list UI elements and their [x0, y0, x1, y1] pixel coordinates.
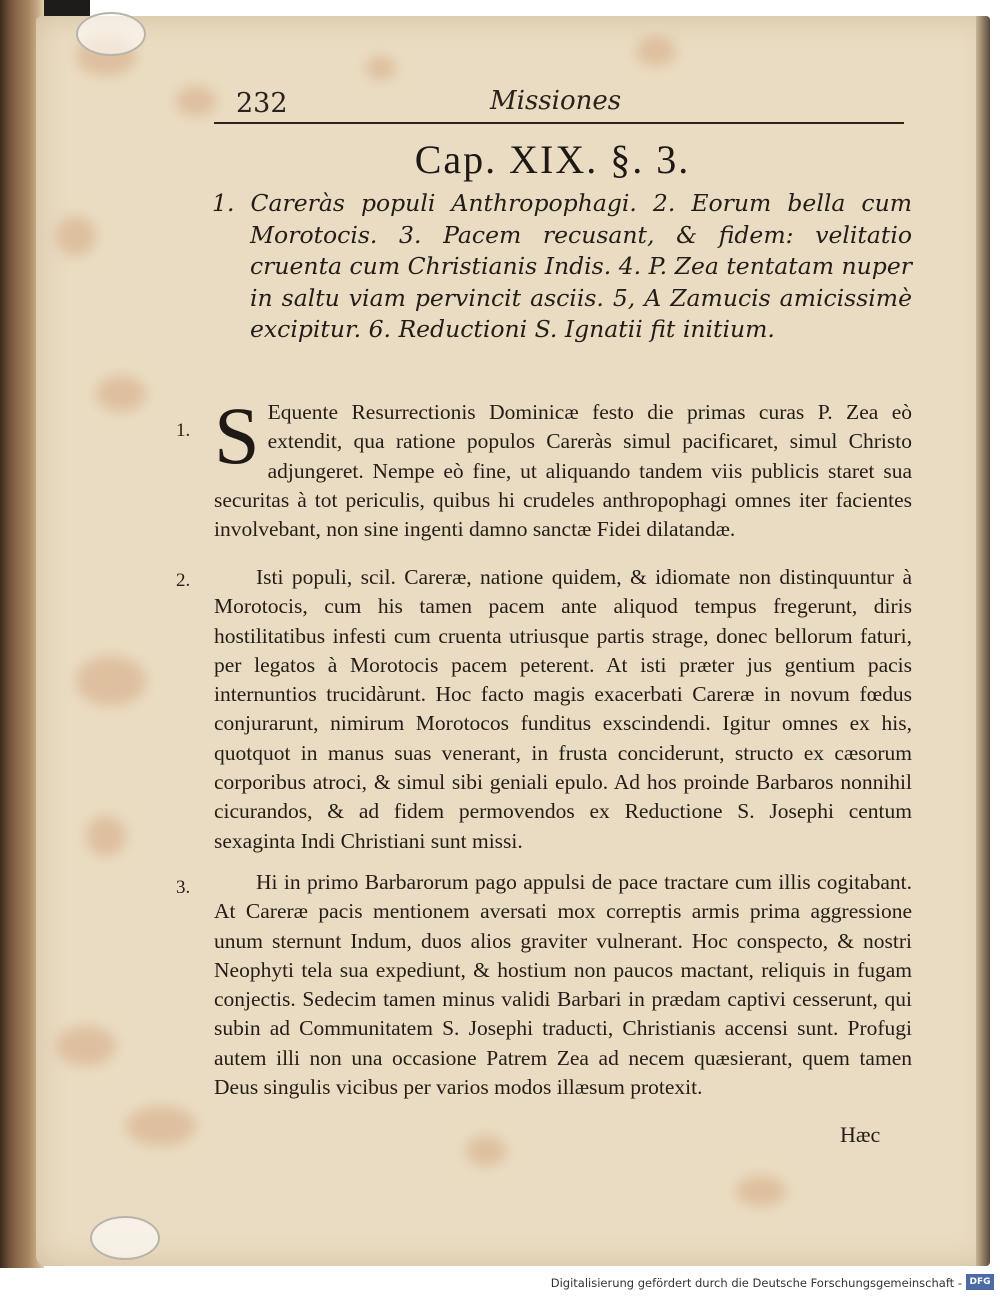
foxing-spot [366, 56, 396, 80]
paragraph [214, 563, 912, 856]
foxing-spot [76, 656, 146, 706]
drop-cap: S [214, 390, 260, 481]
header-rule [214, 122, 904, 124]
footer-credit: Digitalisierung gefördert durch die Deutsche Forschungsgemeinschaft - [550, 1276, 962, 1290]
paragraph-number: 1. [176, 420, 191, 441]
paragraph [214, 390, 912, 544]
paragraph-number: 3. [176, 877, 191, 898]
foxing-spot [126, 1106, 196, 1146]
foxing-spot [736, 1176, 786, 1206]
paragraph-number: 2. [176, 570, 191, 591]
paragraph-text: Hi in primo Barbarorum pago appulsi de pace tractare cum illis cogitabant. At Careræ pacis mentionem aversati mox correptis armis prima aggressione unum sternunt Indum, duos alios graviter vulnerant. Hoc conspecto, & nostri Neophyti tela sua expediunt, & hostium non paucos mactant, reliquis in fugam conjectis. Sedecim tamen minus validi Barbari in prædam captivi cesserunt, qui subin ad Communitatem S. Josephi traducti, Christianis accensi sunt. Profugi autem illi non una occasione Patrem Zea ad necem quæsierant, quem tamen Deus singulis vicibus per varios modos illæsum protexit. [214, 870, 912, 1100]
footer-bar [0, 1268, 1000, 1298]
foxing-spot [86, 816, 126, 856]
scan-clip [76, 12, 146, 56]
dfg-logo: DFG [966, 1274, 994, 1290]
foxing-spot [636, 36, 676, 66]
running-head [200, 82, 905, 128]
page-number: 232 [236, 88, 288, 119]
foxing-spot [466, 1136, 506, 1166]
foxing-spot [56, 1026, 116, 1066]
running-title: Missiones [490, 86, 622, 116]
scan-clip [90, 1216, 160, 1260]
paragraph-text: Isti populi, scil. Careræ, natione quidem, & idiomate non distinquuntur à Morotocis, cum his tamen pacem ante aliquod tempus fregerunt, diris hostilitatibus infesti cum cruenta utriusque partis strage, donec bellorum faturi, per legatos à Morotocis pacem peterent. At isti præter jus gentium pacis internuntios trucidàrunt. Hoc facto magis exacerbati Careræ in novum fœdus conjurarunt, nimirum Morotocos funditus exscindendi. Igitur omnes ex his, quotquot in manus suas venerant, in frusta conciderunt, structo ex cæsorum corporibus atroci, & simul sibi geniali epulo. Ad hos proinde Barbaros nonnihil cicurandos, & ad fidem permovendos ex Reductione S. Josephi centum sexaginta Indi Christiani sunt missi. [214, 565, 912, 853]
paragraph-text: Equente Resurrectionis Dominicæ festo die primas curas P. Zea eò extendit, qua ratione populos Careràs simul pacificaret, simul Christo adjungeret. Nempe eò fine, ut aliquando tandem viis publicis staret sua securitas à tot periculis, quibus hi crudeles anthropophagi omnes iter facientes involvebant, non sine ingenti damno sanctæ Fidei dilatandæ. [214, 400, 912, 542]
foxing-spot [96, 376, 146, 412]
chapter-heading: Cap. XIX. §. 3. [414, 137, 691, 182]
paragraph [214, 868, 912, 1102]
chapter-summary: 1. Careràs populi Anthropophagi. 2. Eorum bella cum Morotocis. 3. Pacem recusant, & fidem: velitatio cruenta cum Christianis Indis. 4. P. Zea tentatam nuper in saltu viam pervincit asciis. 5, A Zamucis amicissimè excipitur. 6. Reductioni S. Ignatii fit initium. [212, 189, 912, 343]
catchword: Hæc [840, 1122, 881, 1147]
foxing-spot [56, 216, 96, 256]
right-page-gutter [976, 16, 990, 1266]
